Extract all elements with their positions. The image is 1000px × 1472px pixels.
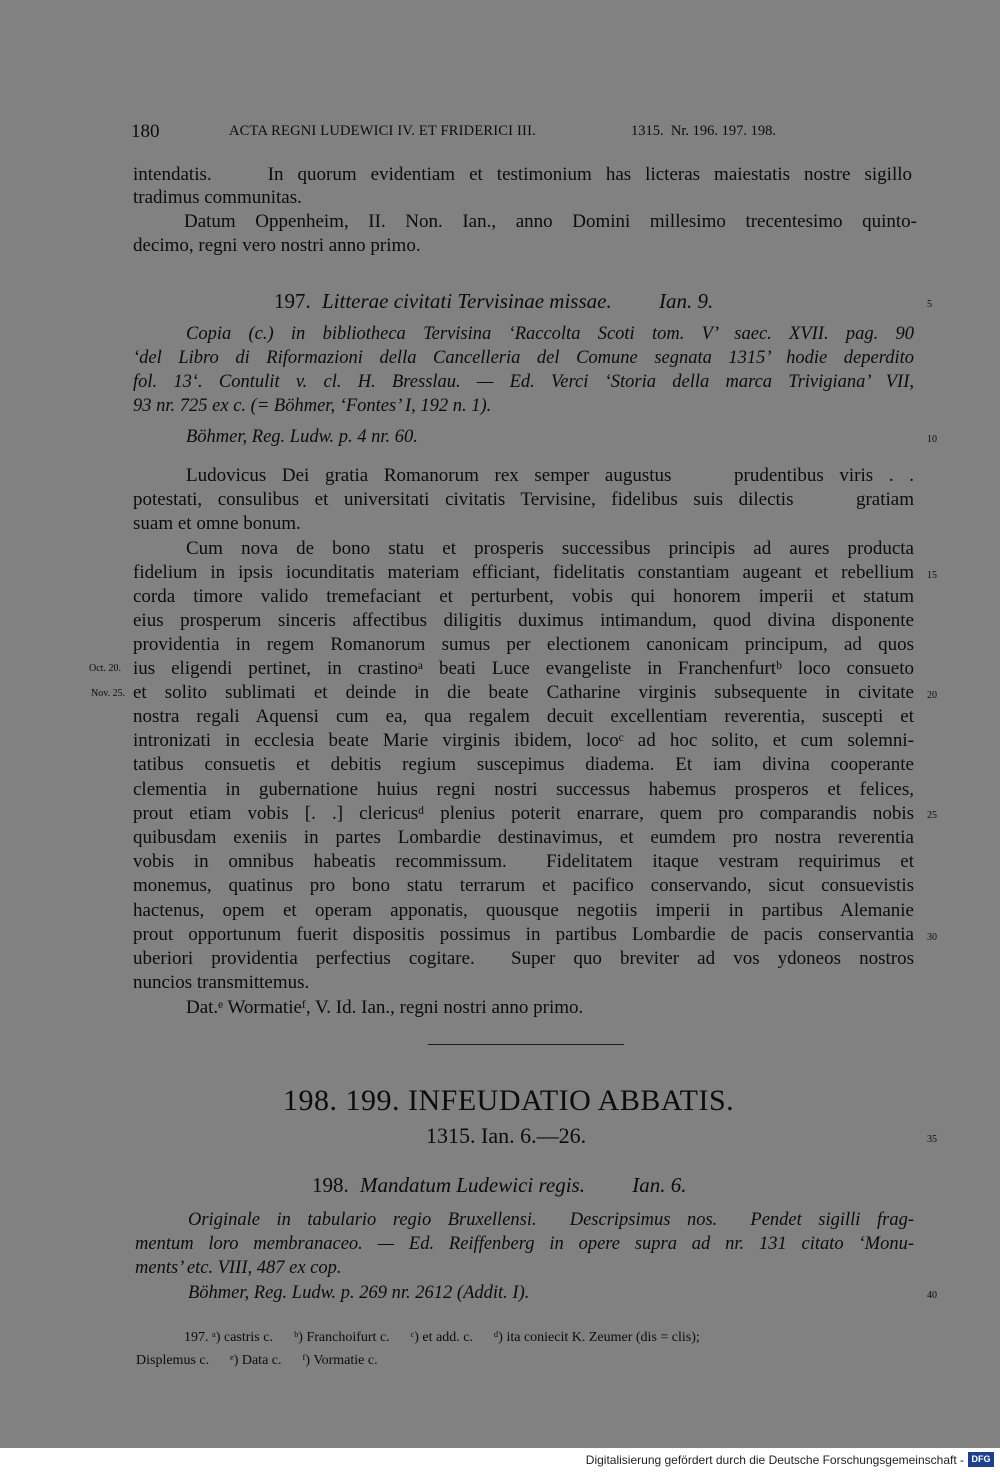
dfg-logo: DFG [968, 1452, 994, 1467]
text-line: ius eligendi pertinet, in crastinoᵃ beati Luce evangeliste in Franchenfurtᵇ loco consueto [133, 658, 914, 679]
doc198-heading [312, 1173, 686, 1198]
text-line: nostra regali Aquensi cum ea, qua regalem decuit excellentiam reverentia, suscepti et [133, 706, 914, 727]
text-line: vobis in omnibus habeatis recommissum. Fidelitatem itaque vestram requirimus et [133, 851, 914, 872]
source-line: mentum loro membranaceo. — Ed. Reiffenberg in opere supra ad nr. 131 citato ‘Monu- [135, 1234, 914, 1254]
page-number: 180 [131, 121, 160, 142]
doc-date: Ian. 6. [632, 1173, 687, 1197]
footnote-line: 197. ᵃ) castris c. ᵇ) Franchoifurt c. ᶜ) et add. c. ᵈ) ita coniecit K. Zeumer (dis = clis); [184, 1330, 700, 1345]
dat-line: Dat.ᵉ Wormatieᶠ, V. Id. Ian., regni nostri anno primo. [186, 997, 584, 1018]
source-line: fol. 13‘. Contulit v. cl. H. Bresslau. — Ed. Verci ‘Storia della marca Trivigiana’ VII, [133, 372, 914, 392]
text-line: intendatis. In quorum evidentiam et testimonium has licteras maiestatis nostre sigillo [133, 164, 912, 185]
text-line: providentia in regem Romanorum sumus per electionem canonicam principum, ad quos [133, 634, 914, 655]
text-line: decimo, regni vero nostri anno primo. [133, 235, 421, 256]
line-number: 30 [927, 932, 937, 943]
line-number: 10 [927, 434, 937, 445]
text-line: intronizati in ecclesia beate Marie virginis ibidem, locoᶜ ad hoc solito, et cum solemni- [133, 730, 914, 751]
doc197-heading [274, 289, 713, 314]
text-line: corda timore valido tremefaciant et perturbent, vobis qui honorem imperii et statum [133, 586, 914, 607]
source-line: 93 nr. 725 ex c. (= Böhmer, ‘Fontes’ I, 192 n. 1). [133, 396, 492, 416]
text-line: clementia in gubernatione huius regni nostri successus habemus prosperos et felices, [133, 779, 914, 800]
margin-date-oct: Oct. 20. [89, 663, 121, 674]
doc-title: Litterae civitati Tervisinae missae. [322, 289, 612, 313]
text-line: Ludovicus Dei gratia Romanorum rex semper augustus prudentibus viris . . [186, 465, 914, 486]
text-line: et solito sublimati et deinde in die beate Catharine virginis subsequente in civitate [133, 682, 914, 703]
text-line: prout opportunum fuerit dispositis possimus in partibus Lombardie de pacis conservantia [133, 924, 914, 945]
text-line: uberiori providentia perfectius cogitare. Super quo breviter ad vos ydoneos nostros [133, 948, 914, 969]
text-line: monemus, quatinus pro bono statu terrarum et pacifico conservando, sicut consuevistis [133, 875, 914, 896]
text-line: nuncios transmittemus. [133, 972, 310, 993]
text-line: tradimus communitas. [133, 187, 302, 208]
doc-number: 197. [274, 289, 311, 313]
line-number: 35 [927, 1134, 937, 1145]
section-title: 198. 199. INFEUDATIO ABBATIS. [283, 1084, 735, 1117]
text-line: hactenus, opem et operam apponatis, quousque negotiis imperii in partibus Alemanie [133, 900, 914, 921]
text-line: prout etiam vobis [. .] clericusᵈ plenius poterit enarrare, quem pro comparandis nobis [133, 803, 914, 824]
footer-credit: Digitalisierung gefördert durch die Deutsche Forschungsgemeinschaft - [585, 1453, 964, 1467]
text-line: fidelium in ipsis iocunditatis materiam efficiant, fidelitatis constantiam augeant et rebellium [133, 562, 914, 583]
line-number: 15 [927, 570, 937, 581]
section-dates: 1315. Ian. 6.—26. [426, 1123, 587, 1148]
text-line: tatibus consuetis et debitis regium suscepimus diadema. Et iam divina cooperante [133, 754, 914, 775]
doc-title: Mandatum Ludewici regis. [360, 1173, 585, 1197]
source-line: Originale in tabulario regio Bruxellensi. Descripsimus nos. Pendet sigilli frag- [188, 1210, 914, 1230]
text-line: Datum Oppenheim, II. Non. Ian., anno Domini millesimo trecentesimo quinto- [184, 211, 917, 232]
section-divider [428, 1044, 624, 1045]
line-number: 40 [927, 1290, 937, 1301]
line-number: 20 [927, 690, 937, 701]
source-line: ‘del Libro di Riformazioni della Cancelleria del Comune segnata 1315’ hodie deperdito [133, 348, 914, 368]
margin-date-nov: Nov. 25. [91, 688, 126, 699]
doc-date: Ian. 9. [658, 289, 714, 313]
source-line: Copia (c.) in bibliotheca Tervisina ‘Raccolta Scoti tom. V’ saec. XVII. pag. 90 [186, 324, 914, 344]
text-line: quibusdam exeniis in partes Lombardie destinavimus, et eumdem pro nostra reverentia [133, 827, 914, 848]
line-number: 25 [927, 810, 937, 821]
line-number: 5 [927, 299, 932, 310]
text-line: suam et omne bonum. [133, 513, 301, 534]
text-line: Cum nova de bono statu et prosperis successibus principis ad aures producta [186, 538, 914, 559]
regest-line: Böhmer, Reg. Ludw. p. 269 nr. 2612 (Addit. I). [188, 1283, 530, 1303]
regest-line: Böhmer, Reg. Ludw. p. 4 nr. 60. [186, 427, 418, 447]
text-line: potestati, consulibus et universitati civitatis Tervisine, fidelibus suis dilectis gratiam [133, 489, 914, 510]
text-line: eius prosperum sinceris affectibus diligitis duximus intimandum, quod divina disponente [133, 610, 914, 631]
running-title: ACTA REGNI LUDEWICI IV. ET FRIDERICI III. [229, 123, 536, 139]
footer-bar [0, 1448, 1000, 1472]
doc-number: 198. [312, 1173, 349, 1197]
running-year-numbers: 1315. Nr. 196. 197. 198. [631, 123, 776, 139]
footnote-line: Displemus c. ᵉ) Data c. ᶠ) Vormatie c. [136, 1353, 378, 1368]
source-line: ments’ etc. VIII, 487 ex cop. [135, 1258, 342, 1278]
